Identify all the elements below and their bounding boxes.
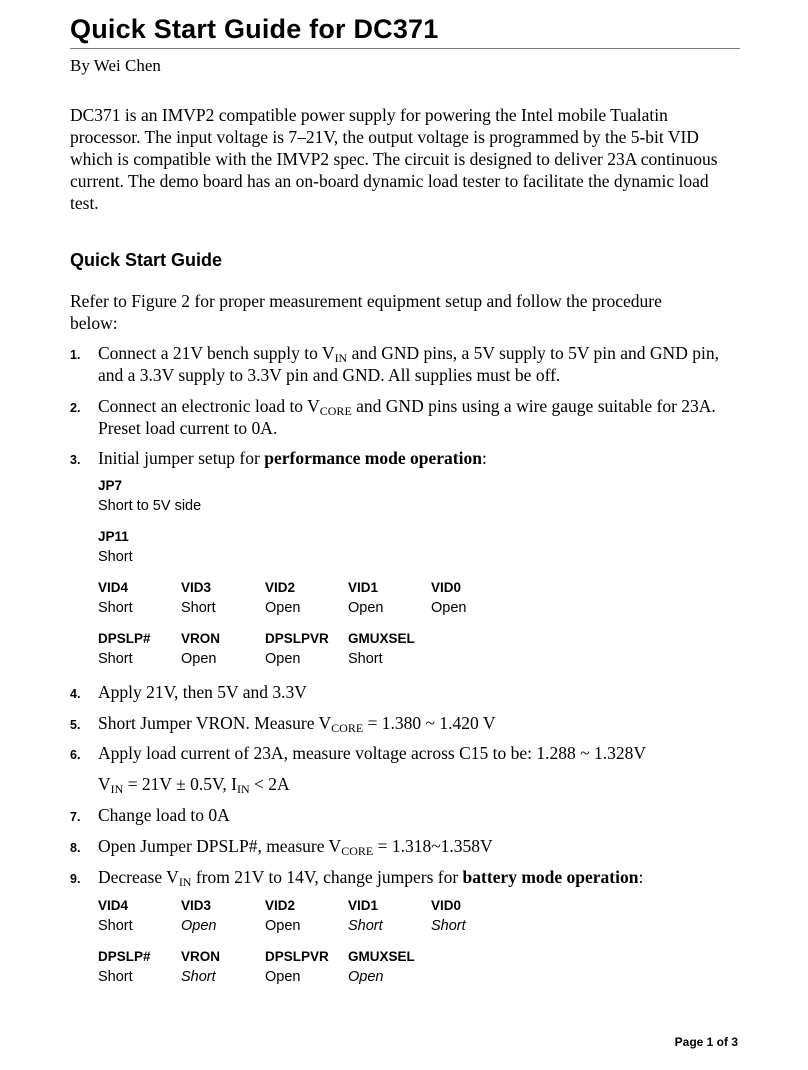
jumper-gmuxsel: GMUXSEL Short <box>348 631 415 667</box>
step-text: Decrease $V_{IN}$ from 21V to 14V, change jumpers for battery mode operation: <box>98 867 644 889</box>
batt-jumper-vid3: VID3 Open <box>181 898 217 934</box>
batt-jumper-vid1: VID1 Short <box>348 898 383 934</box>
step-number: 4. <box>70 687 81 701</box>
step-text: Apply 21V, then 5V and 3.3V <box>98 682 307 702</box>
jumper-vid4: VID4 Short <box>98 580 133 616</box>
step-number: 1. <box>70 348 81 362</box>
intro-paragraph: DC371 is an IMVP2 compatible power supply for powering the Intel mobile Tualatin processor. The input voltage is 7–21V, the output voltage is programmed by the 5-bit VID which is compatible with the IMVP2 spec. The circuit is designed to deliver 23A continuous current. The demo board has an on-board dynamic load tester to facilitate the dynamic load test. <box>70 105 718 213</box>
batt-jumper-vid0: VID0 Short <box>431 898 466 934</box>
step-number: 6. <box>70 748 81 762</box>
step-text: Short Jumper VRON. Measure $V_{CORE} = 1.380$ ~ 1.420 V <box>98 713 496 735</box>
jumper-vid0: VID0 Open <box>431 580 467 616</box>
batt-jumper-vid2: VID2 Open <box>265 898 301 934</box>
batt-jumper-dpslpvr: DPSLPVR Open <box>265 949 329 985</box>
jumper-vron: VRON Open <box>181 631 221 667</box>
step-text: Connect an electronic load to $V_{CORE}$ and GND pins using a wire gauge suitable for 23A. Preset load current to 0A. <box>98 396 716 438</box>
author-line: By Wei Chen <box>70 56 161 75</box>
title-divider <box>70 48 740 49</box>
step-number: 7. <box>70 810 81 824</box>
batt-jumper-dpslp: DPSLP# Short <box>98 949 151 985</box>
step-number: 3. <box>70 453 81 467</box>
step-text: Initial jumper setup for performance mode operation: <box>98 448 487 468</box>
jumper-vid1: VID1 Open <box>348 580 384 616</box>
batt-jumper-gmuxsel: GMUXSEL Open <box>348 949 415 985</box>
section-heading: Quick Start Guide <box>70 250 223 270</box>
step-number: 8. <box>70 841 81 855</box>
page-title: Quick Start Guide for DC371 <box>70 14 439 44</box>
jumper-dpslp: DPSLP# Short <box>98 631 151 667</box>
step-number: 9. <box>70 872 81 886</box>
batt-jumper-vid4: VID4 Short <box>98 898 133 934</box>
page-number: Page 1 of 3 <box>674 1035 738 1049</box>
step-number: 5. <box>70 718 81 732</box>
refer-paragraph: Refer to Figure 2 for proper measurement equipment setup and follow the procedure below: <box>70 291 662 333</box>
jumper-jp7: JP7 Short to 5V side <box>98 478 202 514</box>
batt-jumper-vron: VRON Short <box>181 949 221 985</box>
step-text: Open Jumper DPSLP#, measure $V_{CORE}$ = 1.318~1.358V <box>98 836 493 858</box>
jumper-vid2: VID2 Open <box>265 580 301 616</box>
step-text: Connect a 21V bench supply to $V_{IN}$ and GND pins, a 5V supply to 5V pin and GND pin, and a 3.3V supply to 3.3V pin and GND. All supplies must be off. <box>98 343 719 385</box>
step-text: Change load to 0A <box>98 805 230 825</box>
step-text: Apply load current of 23A, measure voltage across C15 to be: 1.288 ~ 1.328V $V_{IN} = 21V \pm 0.5V$, $I_{IN} < 2A$ <box>98 743 646 796</box>
step-number: 2. <box>70 401 81 415</box>
jumper-dpslpvr: DPSLPVR Open <box>265 631 329 667</box>
jumper-vid3: VID3 Short <box>181 580 216 616</box>
jumper-jp11: JP11 Short <box>98 529 133 565</box>
